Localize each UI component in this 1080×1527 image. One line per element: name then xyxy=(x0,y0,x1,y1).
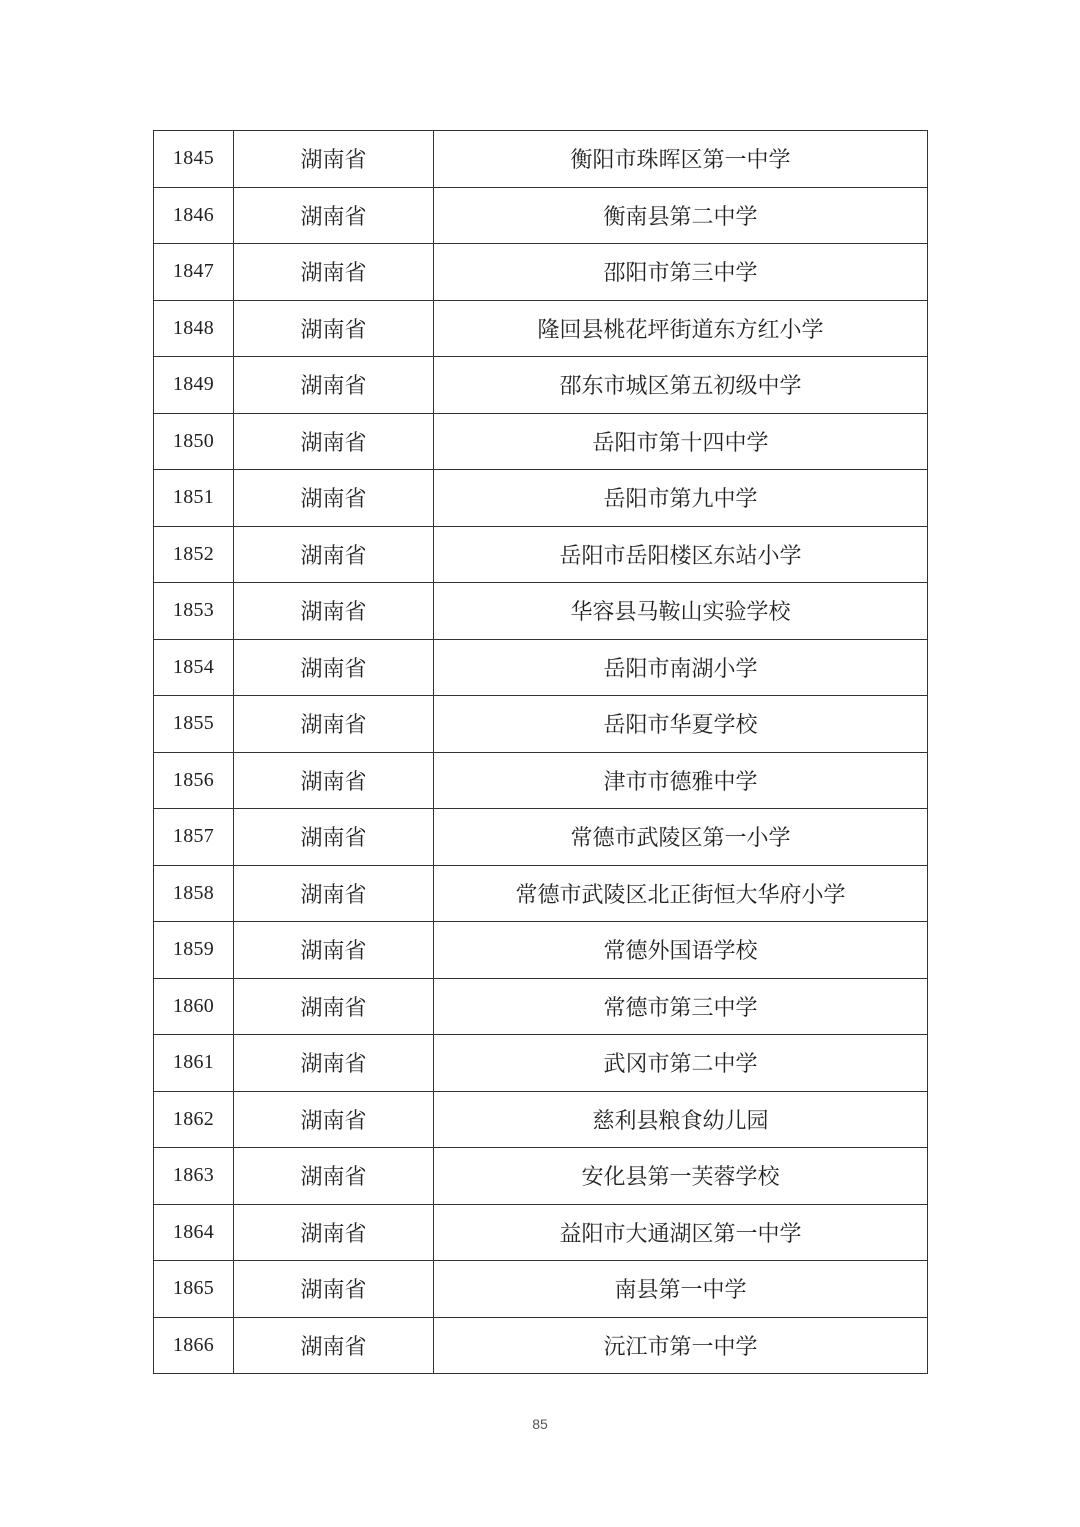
table-row xyxy=(154,1204,928,1261)
province-cell: 湖南省 xyxy=(234,131,434,188)
table-row xyxy=(154,809,928,866)
school-list-table xyxy=(153,130,928,1374)
table-row xyxy=(154,244,928,301)
table-row xyxy=(154,300,928,357)
school-name-cell: 衡阳市珠晖区第一中学 xyxy=(434,131,928,188)
row-number-cell: 1852 xyxy=(154,526,234,583)
province-cell: 湖南省 xyxy=(234,413,434,470)
school-name-cell: 衡南县第二中学 xyxy=(434,187,928,244)
row-number-cell: 1865 xyxy=(154,1261,234,1318)
school-name-cell: 岳阳市华夏学校 xyxy=(434,696,928,753)
school-list-body xyxy=(154,131,928,1374)
school-name-cell: 常德外国语学校 xyxy=(434,922,928,979)
row-number-cell: 1853 xyxy=(154,583,234,640)
school-name-cell: 邵阳市第三中学 xyxy=(434,244,928,301)
province-cell: 湖南省 xyxy=(234,1261,434,1318)
table-row xyxy=(154,526,928,583)
province-cell: 湖南省 xyxy=(234,470,434,527)
province-cell: 湖南省 xyxy=(234,526,434,583)
province-cell: 湖南省 xyxy=(234,244,434,301)
school-name-cell: 常德市武陵区北正街恒大华府小学 xyxy=(434,865,928,922)
row-number-cell: 1857 xyxy=(154,809,234,866)
row-number-cell: 1854 xyxy=(154,639,234,696)
school-name-cell: 武冈市第二中学 xyxy=(434,1035,928,1092)
row-number-cell: 1851 xyxy=(154,470,234,527)
row-number-cell: 1847 xyxy=(154,244,234,301)
table-row xyxy=(154,1035,928,1092)
province-cell: 湖南省 xyxy=(234,357,434,414)
province-cell: 湖南省 xyxy=(234,922,434,979)
province-cell: 湖南省 xyxy=(234,187,434,244)
province-cell: 湖南省 xyxy=(234,639,434,696)
school-name-cell: 岳阳市第九中学 xyxy=(434,470,928,527)
province-cell: 湖南省 xyxy=(234,1204,434,1261)
province-cell: 湖南省 xyxy=(234,978,434,1035)
row-number-cell: 1846 xyxy=(154,187,234,244)
province-cell: 湖南省 xyxy=(234,865,434,922)
table-row xyxy=(154,978,928,1035)
school-name-cell: 南县第一中学 xyxy=(434,1261,928,1318)
province-cell: 湖南省 xyxy=(234,583,434,640)
school-name-cell: 沅江市第一中学 xyxy=(434,1317,928,1374)
province-cell: 湖南省 xyxy=(234,1035,434,1092)
province-cell: 湖南省 xyxy=(234,1148,434,1205)
table-row xyxy=(154,187,928,244)
row-number-cell: 1845 xyxy=(154,131,234,188)
table-row xyxy=(154,131,928,188)
table-row xyxy=(154,752,928,809)
table-row xyxy=(154,1091,928,1148)
province-cell: 湖南省 xyxy=(234,696,434,753)
province-cell: 湖南省 xyxy=(234,809,434,866)
school-name-cell: 津市市德雅中学 xyxy=(434,752,928,809)
row-number-cell: 1856 xyxy=(154,752,234,809)
school-name-cell: 岳阳市南湖小学 xyxy=(434,639,928,696)
page-number: 85 xyxy=(532,1416,548,1432)
school-name-cell: 华容县马鞍山实验学校 xyxy=(434,583,928,640)
table-row xyxy=(154,470,928,527)
row-number-cell: 1863 xyxy=(154,1148,234,1205)
table-row xyxy=(154,639,928,696)
table-row xyxy=(154,1148,928,1205)
table-row xyxy=(154,413,928,470)
table-row xyxy=(154,583,928,640)
row-number-cell: 1849 xyxy=(154,357,234,414)
table-row xyxy=(154,1261,928,1318)
row-number-cell: 1858 xyxy=(154,865,234,922)
school-name-cell: 岳阳市岳阳楼区东站小学 xyxy=(434,526,928,583)
province-cell: 湖南省 xyxy=(234,1091,434,1148)
row-number-cell: 1862 xyxy=(154,1091,234,1148)
school-name-cell: 岳阳市第十四中学 xyxy=(434,413,928,470)
province-cell: 湖南省 xyxy=(234,752,434,809)
row-number-cell: 1866 xyxy=(154,1317,234,1374)
row-number-cell: 1860 xyxy=(154,978,234,1035)
school-name-cell: 常德市武陵区第一小学 xyxy=(434,809,928,866)
school-name-cell: 益阳市大通湖区第一中学 xyxy=(434,1204,928,1261)
province-cell: 湖南省 xyxy=(234,1317,434,1374)
table-row xyxy=(154,1317,928,1374)
table-row xyxy=(154,922,928,979)
row-number-cell: 1859 xyxy=(154,922,234,979)
row-number-cell: 1848 xyxy=(154,300,234,357)
row-number-cell: 1855 xyxy=(154,696,234,753)
row-number-cell: 1861 xyxy=(154,1035,234,1092)
table-row xyxy=(154,865,928,922)
province-cell: 湖南省 xyxy=(234,300,434,357)
row-number-cell: 1864 xyxy=(154,1204,234,1261)
school-name-cell: 安化县第一芙蓉学校 xyxy=(434,1148,928,1205)
table-row xyxy=(154,357,928,414)
school-name-cell: 邵东市城区第五初级中学 xyxy=(434,357,928,414)
school-name-cell: 隆回县桃花坪街道东方红小学 xyxy=(434,300,928,357)
table-row xyxy=(154,696,928,753)
row-number-cell: 1850 xyxy=(154,413,234,470)
school-name-cell: 慈利县粮食幼儿园 xyxy=(434,1091,928,1148)
school-name-cell: 常德市第三中学 xyxy=(434,978,928,1035)
